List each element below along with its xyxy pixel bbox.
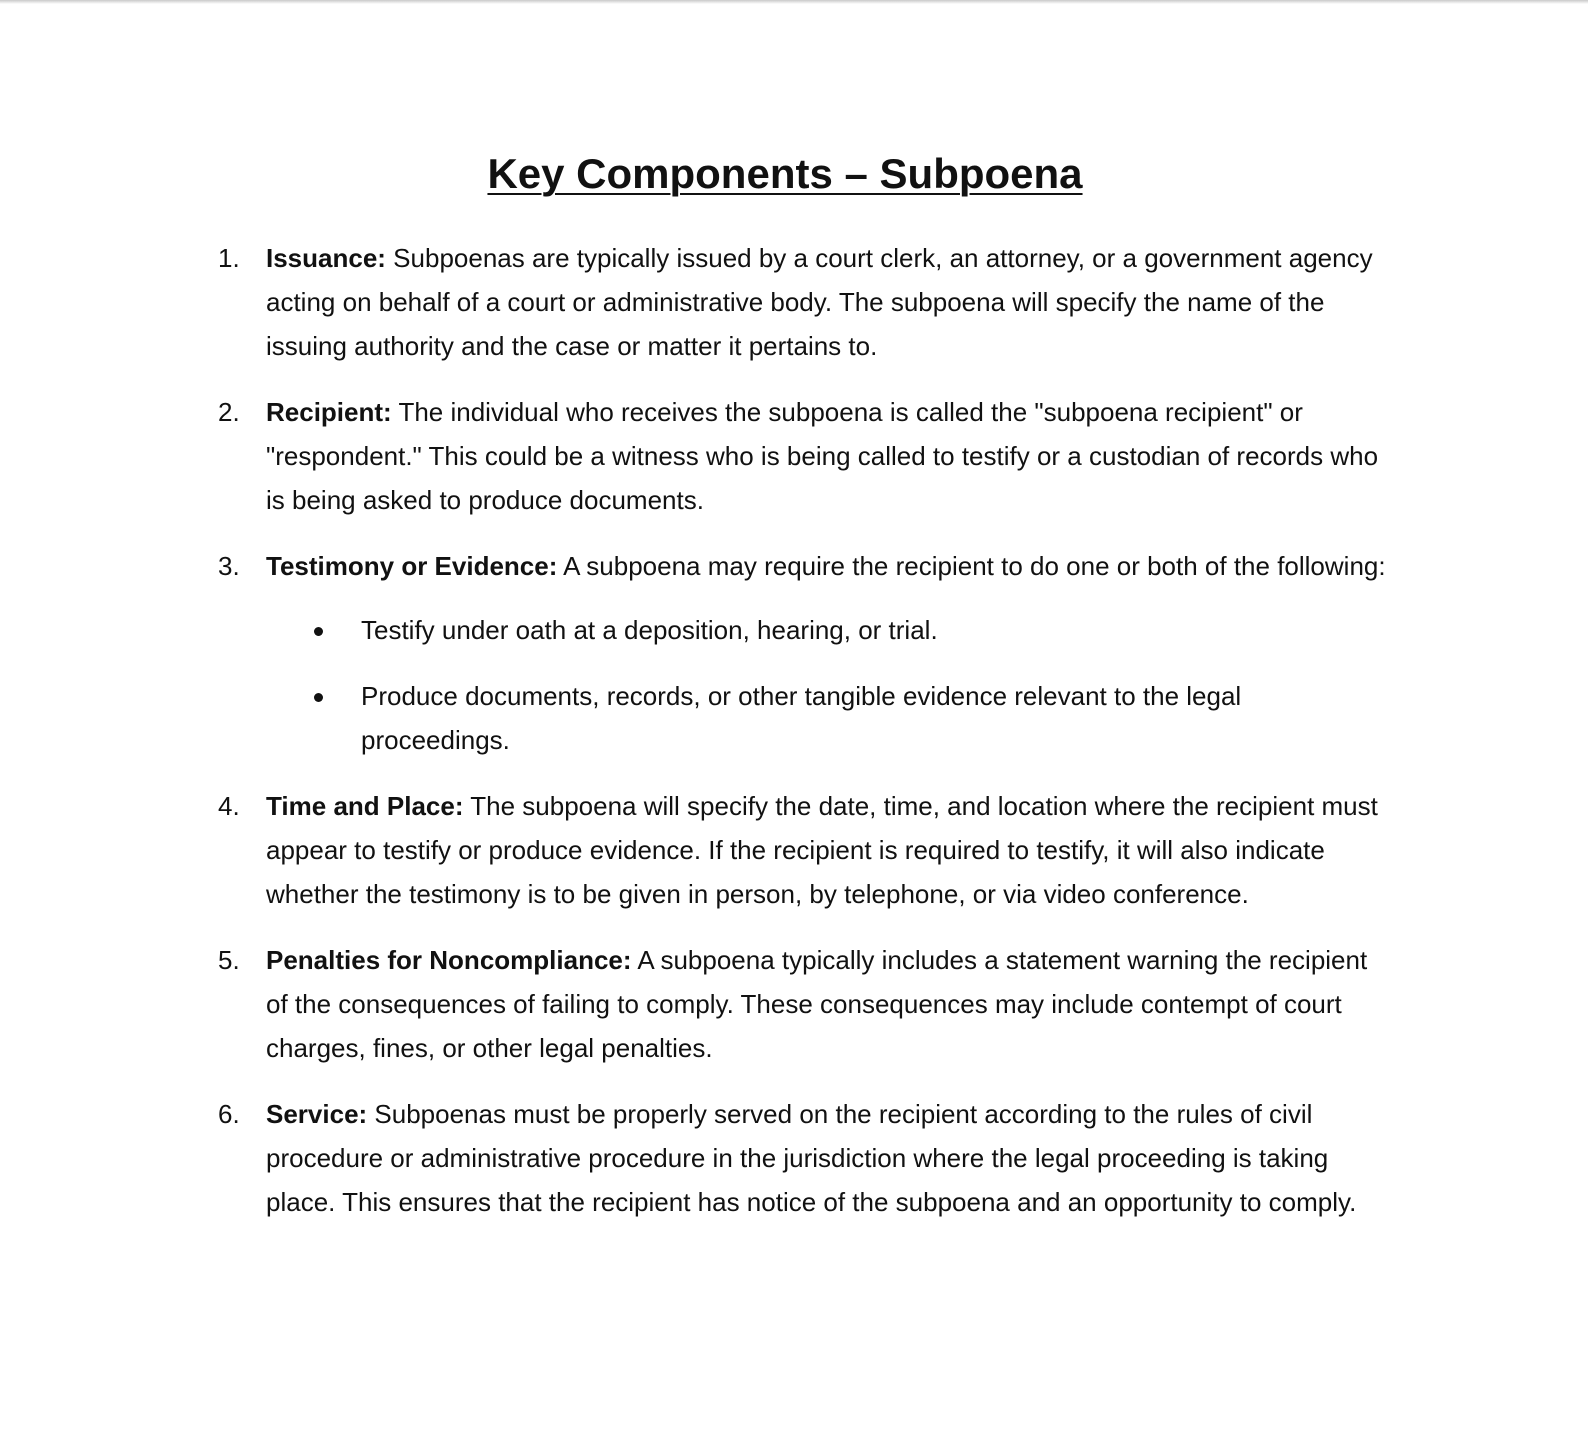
list-number: 5. xyxy=(218,945,240,975)
list-number: 3. xyxy=(218,551,240,581)
item-term: Testimony or Evidence: xyxy=(266,551,558,581)
list-number: 4. xyxy=(218,791,240,821)
item-term: Time and Place: xyxy=(266,791,464,821)
list-item-service xyxy=(218,1092,1393,1224)
item-text: Subpoenas are typically issued by a court clerk, an attorney, or a government agency acting on behalf of a court or administrative body. The subpoena will specify the name of the issuing authority and the case or matter it pertains to. xyxy=(266,243,1373,361)
item-term: Penalties for Noncompliance: xyxy=(266,945,632,975)
list-item-penalties xyxy=(218,938,1393,1070)
list-number: 6. xyxy=(218,1099,240,1129)
testimony-bullet-list xyxy=(266,608,1393,762)
list-item-time-and-place xyxy=(218,784,1393,916)
document-title: Key Components – Subpoena xyxy=(487,150,1083,197)
bullet-item-testify xyxy=(266,608,1393,652)
list-number: 1. xyxy=(218,243,240,273)
bullet-item-produce xyxy=(266,674,1393,762)
item-text: Subpoenas must be properly served on the recipient according to the rules of civil procedure or administrative procedure in the jurisdiction where the legal proceeding is taking place. This ensures that the recipient has notice of the subpoena and an opportunity to comply. xyxy=(266,1099,1357,1217)
item-text: A subpoena may require the recipient to do one or both of the following: xyxy=(557,551,1386,581)
key-components-list xyxy=(218,236,1393,1246)
item-text: The subpoena will specify the date, time, and location where the recipient must appear to testify or produce evidence. If the recipient is required to testify, it will also indicate whether the testimony is to be given in person, by telephone, or via video conference. xyxy=(266,791,1378,909)
list-item-recipient xyxy=(218,390,1393,522)
item-term: Issuance: xyxy=(266,243,386,273)
bullet-icon xyxy=(314,693,323,702)
item-term: Recipient: xyxy=(266,397,392,427)
bullet-text: Testify under oath at a deposition, hearing, or trial. xyxy=(361,615,938,645)
list-item-issuance xyxy=(218,236,1393,368)
bullet-text: Produce documents, records, or other tangible evidence relevant to the legal proceedings. xyxy=(361,681,1242,755)
item-text: A subpoena typically includes a statement warning the recipient of the consequences of failing to comply. These consequences may include contempt of court charges, fines, or other legal penalties. xyxy=(266,945,1368,1063)
bullet-icon xyxy=(314,627,323,636)
item-term: Service: xyxy=(266,1099,368,1129)
item-text: The individual who receives the subpoena is called the "subpoena recipient" or "respondent." This could be a witness who is being called to testify or a custodian of records who is being asked to produce documents. xyxy=(266,397,1379,515)
list-number: 2. xyxy=(218,397,240,427)
list-item-testimony-or-evidence xyxy=(218,544,1393,762)
